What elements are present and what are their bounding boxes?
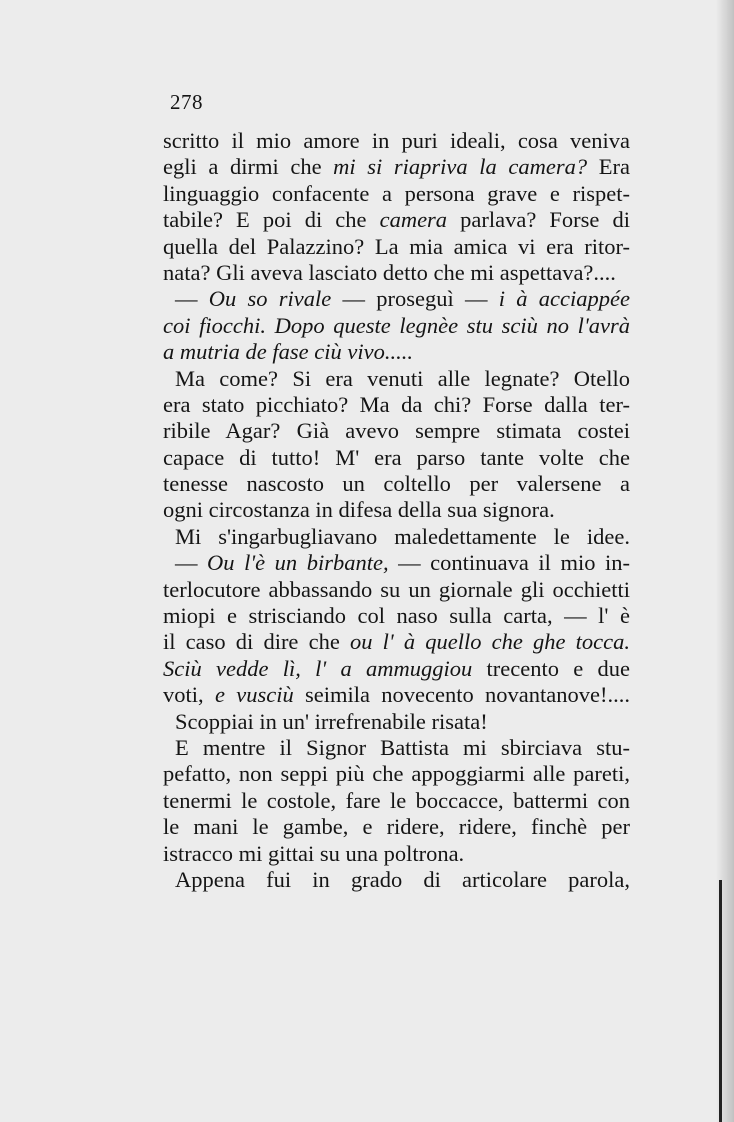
text-line — [163, 392, 630, 418]
text-segment: quella del Palazzino? La mia amica vi era ritor- — [163, 233, 630, 259]
text-segment: Ma come? Si era venuti alle legnate? Otello — [175, 365, 630, 391]
text-segment: le mani le gambe, e ridere, ridere, finchè per — [163, 814, 630, 840]
text-segment: pefatto, non seppi più che appoggiarmi alle pareti, — [163, 761, 630, 787]
text-segment: egli a dirmi che — [163, 154, 334, 180]
italic-segment: i à acciappée — [498, 286, 630, 312]
text-segment: nata? Gli aveva lasciato detto che mi aspettava?.... — [163, 259, 616, 285]
text-line — [163, 524, 630, 550]
italic-segment: camera — [379, 207, 448, 233]
text-segment: E mentre il Signor Battista mi sbirciava stu- — [175, 734, 630, 760]
text-segment: scritto il mio amore in puri ideali, cosa veniva — [163, 128, 630, 153]
text-segment: — — [175, 286, 209, 312]
body-text — [163, 128, 630, 893]
text-segment: Appena fui in grado di articolare parola, — [175, 866, 630, 892]
italic-segment: coi fiocchi. Dopo queste legnèe stu sciù no l'avrà — [163, 312, 630, 338]
text-segment: il caso di dire che — [163, 629, 350, 655]
text-segment: capace di tutto! M' era parso tante volte che — [163, 444, 630, 470]
text-line — [163, 471, 630, 497]
italic-segment: mi si riapriva la camera? — [333, 154, 588, 180]
text-line — [163, 603, 630, 629]
text-line — [163, 339, 630, 365]
text-segment: — continuava il mio in- — [388, 550, 631, 576]
text-line — [163, 550, 630, 576]
text-line — [163, 682, 630, 708]
italic-segment: e vusciù — [214, 682, 294, 708]
italic-segment: Sciù vedde lì, l' a ammuggiou — [163, 655, 473, 681]
text-segment: terlocutore abbassando su un giornale gli occhietti — [163, 576, 630, 602]
text-line — [163, 788, 630, 814]
text-line — [163, 260, 630, 286]
text-line — [163, 709, 630, 735]
text-line — [163, 656, 630, 682]
text-line — [163, 418, 630, 444]
text-line — [163, 207, 630, 233]
text-line — [163, 629, 630, 655]
text-segment: tenermi le costole, fare le boccacce, battermi con — [163, 787, 630, 813]
page-number: 278 — [170, 90, 203, 114]
text-segment: — — [175, 550, 208, 576]
text-segment: seimila novecento novantanove!.... — [293, 682, 630, 708]
text-line — [163, 234, 630, 260]
text-segment: Mi s'ingarbugliavano maledettamente le idee. — [175, 523, 630, 549]
text-segment: era stato picchiato? Ma da chi? Forse dalla ter- — [163, 391, 630, 417]
text-line — [163, 814, 630, 840]
page-edge-line — [719, 880, 722, 1122]
text-line — [163, 128, 630, 154]
text-segment: miopi e strisciando col naso sulla carta, — l' è — [163, 603, 630, 629]
text-segment: — proseguì — — [331, 286, 499, 312]
text-line — [163, 445, 630, 471]
text-segment: tabile? E poi di che — [163, 207, 380, 233]
italic-segment: a mutria de fase ciù vivo..... — [163, 339, 413, 365]
text-segment: istracco mi gittai su una poltrona. — [163, 840, 465, 866]
text-line — [163, 841, 630, 867]
text-segment: linguaggio confacente a persona grave e rispet- — [163, 180, 630, 206]
text-segment: Scoppiai in un' irrefrenabile risata! — [175, 708, 488, 734]
text-line — [163, 366, 630, 392]
text-line — [163, 761, 630, 787]
text-line — [163, 577, 630, 603]
italic-segment: Ou so rivale — [208, 286, 332, 312]
text-line — [163, 497, 630, 523]
text-segment: Era — [587, 154, 630, 180]
text-line — [163, 313, 630, 339]
text-segment: ribile Agar? Già avevo sempre stimata costei — [163, 418, 630, 444]
text-line — [163, 181, 630, 207]
italic-segment: Ou l'è un birbante, — [207, 550, 389, 576]
text-line — [163, 154, 630, 180]
text-segment: trecento e due — [472, 655, 630, 681]
text-segment: tenesse nascosto un coltello per valersene a — [163, 471, 630, 497]
italic-segment: ou l' à quello che ghe tocca. — [349, 629, 631, 655]
text-segment: parlava? Forse di — [447, 207, 630, 233]
text-line — [163, 735, 630, 761]
text-segment: voti, — [163, 682, 215, 708]
text-segment: ogni circostanza in difesa della sua signora. — [163, 497, 555, 523]
text-line — [163, 867, 630, 893]
text-line — [163, 286, 630, 312]
